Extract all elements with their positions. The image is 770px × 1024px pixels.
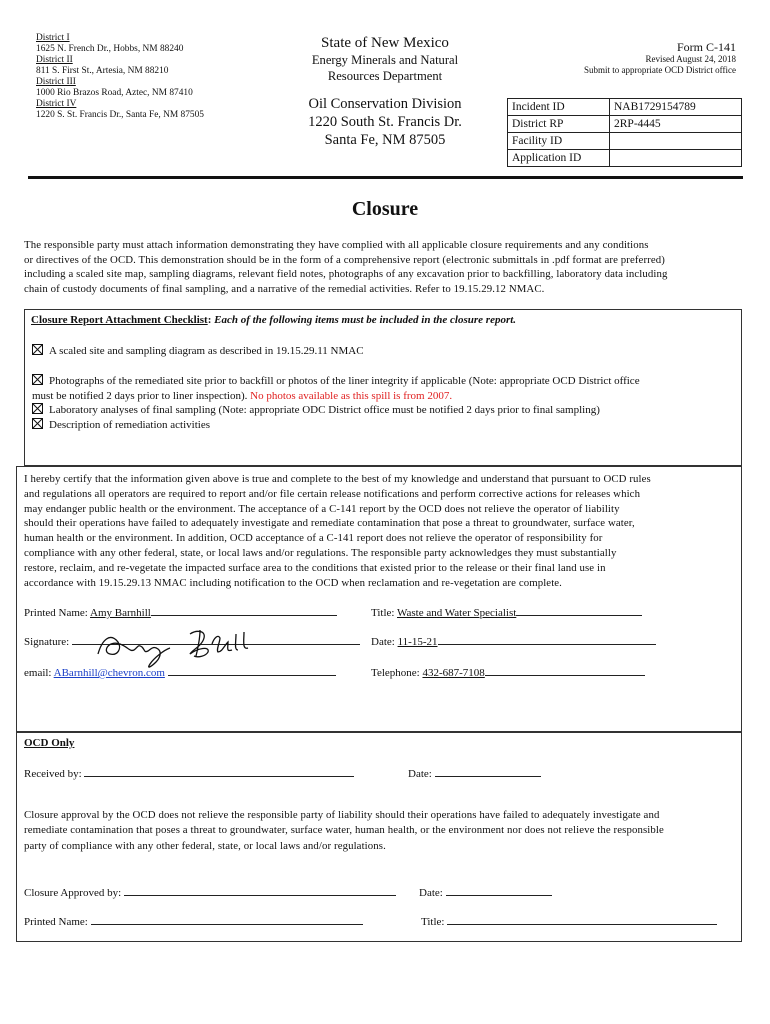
received-by-field: [24, 766, 354, 780]
facility-id-label: Facility ID: [508, 133, 610, 150]
checklist-item-label: Photographs of the remediated site prior to backfill or photos of the liner integrity if applicable (Note: appropriate OCD District office: [49, 375, 640, 387]
ocd-date-field: [408, 766, 541, 780]
approval-date-field: [419, 885, 552, 899]
received-by-line[interactable]: [84, 766, 354, 777]
checked-checkbox[interactable]: [32, 403, 43, 414]
district-3-address: 1000 Rio Brazos Road, Aztec, NM 87410: [36, 88, 193, 98]
form-number: Form C-141: [676, 40, 736, 54]
incident-id-value[interactable]: NAB1729154789: [610, 99, 742, 116]
email-field: [24, 665, 336, 679]
department-line-1: Energy Minerals and Natural: [311, 53, 459, 67]
intro-line: or directives of the OCD. This demonstration should be in the form of a comprehensive report (electronic submittals in .pdf format are preferred): [24, 253, 665, 266]
checked-checkbox[interactable]: [32, 344, 43, 355]
signature-label: Signature:: [24, 636, 70, 648]
closure-approved-line[interactable]: [124, 885, 396, 896]
department-line-2: Resources Department: [327, 69, 443, 83]
checked-checkbox[interactable]: [32, 418, 43, 429]
cert-line: restore, reclaim, and re-vegetate the impacted surface area to the conditions that existed prior to the release or their final land use in: [24, 561, 606, 574]
checklist-item-label: Description of remediation activities: [49, 419, 210, 431]
checklist-instruction: Each of the following items must be included in the closure report.: [214, 314, 517, 326]
district-rp-label: District RP: [508, 116, 610, 133]
field-underline: [438, 634, 656, 645]
approval-date-line[interactable]: [446, 885, 552, 896]
facility-id-value[interactable]: [610, 133, 742, 150]
email-label: email:: [24, 667, 52, 679]
cert-line: compliance with any other federal, state, or local laws and/or regulations. The responsible party acknowledges they must substantially: [24, 546, 617, 559]
ocd-printed-name-line[interactable]: [91, 914, 363, 925]
intro-line: chain of custody documents of final sampling, and a narrative of the remedial activities. Refer to 19.15.29.12 NMAC.: [24, 282, 545, 295]
cert-line: may endanger public health or the environment. The acceptance of a C-141 report by the OCD does not relieve the operator of liability: [24, 502, 620, 515]
checklist-item-label: A scaled site and sampling diagram as described in 19.15.29.11 NMAC: [49, 345, 364, 357]
state-name: State of New Mexico: [321, 35, 449, 51]
intro-line: including a scaled site map, sampling diagrams, relevant field notes, photographs of any excavation prior to backfilling, laboratory data including: [24, 268, 668, 281]
cert-line: should their operations have failed to adequately investigate and remediate contamination that pose a threat to groundwater, surface water,: [24, 517, 635, 530]
date-field: [371, 634, 656, 648]
checklist-item-lab-analyses: [32, 403, 740, 418]
intro-line: The responsible party must attach information demonstrating they have complied with all applicable closure requirements and any conditions: [24, 239, 649, 251]
footer-tick: [20, 941, 38, 942]
email-value[interactable]: ABarnhill@chevron.com: [53, 667, 165, 679]
division-city: Santa Fe, NM 87505: [324, 132, 446, 148]
division-street: 1220 South St. Francis Dr.: [308, 114, 462, 130]
agency-header: [285, 34, 485, 149]
field-underline: [485, 665, 645, 676]
form-info: [520, 40, 736, 76]
field-underline: [151, 605, 337, 616]
table-row: [508, 133, 742, 150]
printed-name-label: Printed Name:: [24, 607, 88, 619]
application-id-label: Application ID: [508, 150, 610, 167]
form-revised-date: Revised August 24, 2018: [645, 54, 736, 64]
district-1-name: District I: [36, 33, 70, 43]
checklist-item-label-continued: must be notified 2 days prior to liner inspection).: [32, 389, 248, 402]
table-row: [508, 99, 742, 116]
ocd-title-label: Title:: [421, 916, 445, 928]
received-by-label: Received by:: [24, 768, 82, 780]
ocd-disclaimer-line: remediate contamination that poses a threat to groundwater, surface water, human health, or the environment nor does not relieve the responsible: [24, 824, 664, 837]
checklist-title: Closure Report Attachment Checklist: [31, 314, 208, 326]
district-addresses: [36, 33, 266, 121]
ocd-disclaimer: [24, 808, 742, 854]
checklist-item-label: Laboratory analyses of final sampling (Note: appropriate ODC District office must be notified 2 days prior to final sampling): [49, 404, 600, 416]
date-label: Date:: [371, 636, 395, 648]
cert-line: accordance with 19.15.29.13 NMAC including notification to the OCD when reclamation and re-vegetation are complete.: [24, 576, 562, 589]
ocd-disclaimer-line: Closure approval by the OCD does not relieve the responsible party of liability should their operations have failed to adequately investigate and: [24, 809, 660, 821]
district-4-address: 1220 S. St. Francis Dr., Santa Fe, NM 87505: [36, 110, 204, 120]
telephone-label: Telephone:: [371, 667, 420, 679]
checked-checkbox[interactable]: [32, 374, 43, 385]
header-divider: [28, 176, 743, 179]
ocd-date-label: Date:: [408, 768, 432, 780]
closure-approved-label: Closure Approved by:: [24, 887, 122, 899]
checklist-colon: :: [207, 314, 212, 326]
division-name: Oil Conservation Division: [308, 96, 462, 112]
printed-name-value[interactable]: Amy Barnhill: [90, 607, 151, 619]
district-4-name: District IV: [36, 99, 77, 109]
table-row: [508, 116, 742, 133]
date-value[interactable]: 11-15-21: [397, 636, 438, 648]
ocd-printed-name-field: [24, 914, 363, 928]
cert-line: and regulations all operators are required to report and/or file certain release notifications and perform corrective actions for releases which: [24, 487, 641, 500]
page-title: Closure: [351, 198, 419, 220]
checklist-item-site-diagram: [32, 344, 732, 359]
printed-name-field: [24, 605, 337, 619]
telephone-value[interactable]: 432-687-7108: [422, 667, 485, 679]
closure-approved-field: [24, 885, 396, 899]
photo-note: No photos available as this spill is from 2007.: [250, 389, 453, 402]
id-table: [507, 98, 742, 167]
ocd-only-heading: OCD Only: [24, 737, 75, 749]
checklist-item-photographs: [32, 374, 740, 403]
ocd-title-line[interactable]: [447, 914, 717, 925]
incident-id-label: Incident ID: [508, 99, 610, 116]
title-label: Title:: [371, 607, 395, 619]
district-2-address: 811 S. First St., Artesia, NM 88210: [36, 66, 169, 76]
ocd-disclaimer-line: party of compliance with any other federal, state, or local laws and/or regulations.: [24, 839, 386, 852]
title-value[interactable]: Waste and Water Specialist: [397, 607, 517, 619]
table-row: [508, 150, 742, 167]
district-1-address: 1625 N. French Dr., Hobbs, NM 88240: [36, 44, 184, 54]
checklist-item-remediation: [32, 418, 732, 433]
application-id-value[interactable]: [610, 150, 742, 167]
title-field: [371, 605, 642, 619]
cert-line: I hereby certify that the information given above is true and complete to the best of my knowledge and understand that pursuant to OCD rules: [24, 473, 651, 485]
approval-date-label: Date:: [419, 887, 443, 899]
ocd-date-line[interactable]: [435, 766, 541, 777]
cert-line: human health or the environment. In addition, OCD acceptance of a C-141 report does not relieve the operator of responsibility for: [24, 532, 603, 545]
certification-text: [24, 472, 740, 590]
district-rp-value[interactable]: 2RP-4445: [610, 116, 742, 133]
ocd-title-field: [421, 914, 717, 928]
form-submit-instruction: Submit to appropriate OCD District office: [583, 65, 736, 75]
telephone-field: [371, 665, 645, 679]
field-underline: [168, 665, 336, 676]
field-underline: [516, 605, 642, 616]
district-3-name: District III: [36, 77, 76, 87]
checklist-heading: [31, 314, 731, 326]
intro-paragraph: [24, 238, 746, 296]
district-2-name: District II: [36, 55, 73, 65]
ocd-printed-name-label: Printed Name:: [24, 916, 88, 928]
